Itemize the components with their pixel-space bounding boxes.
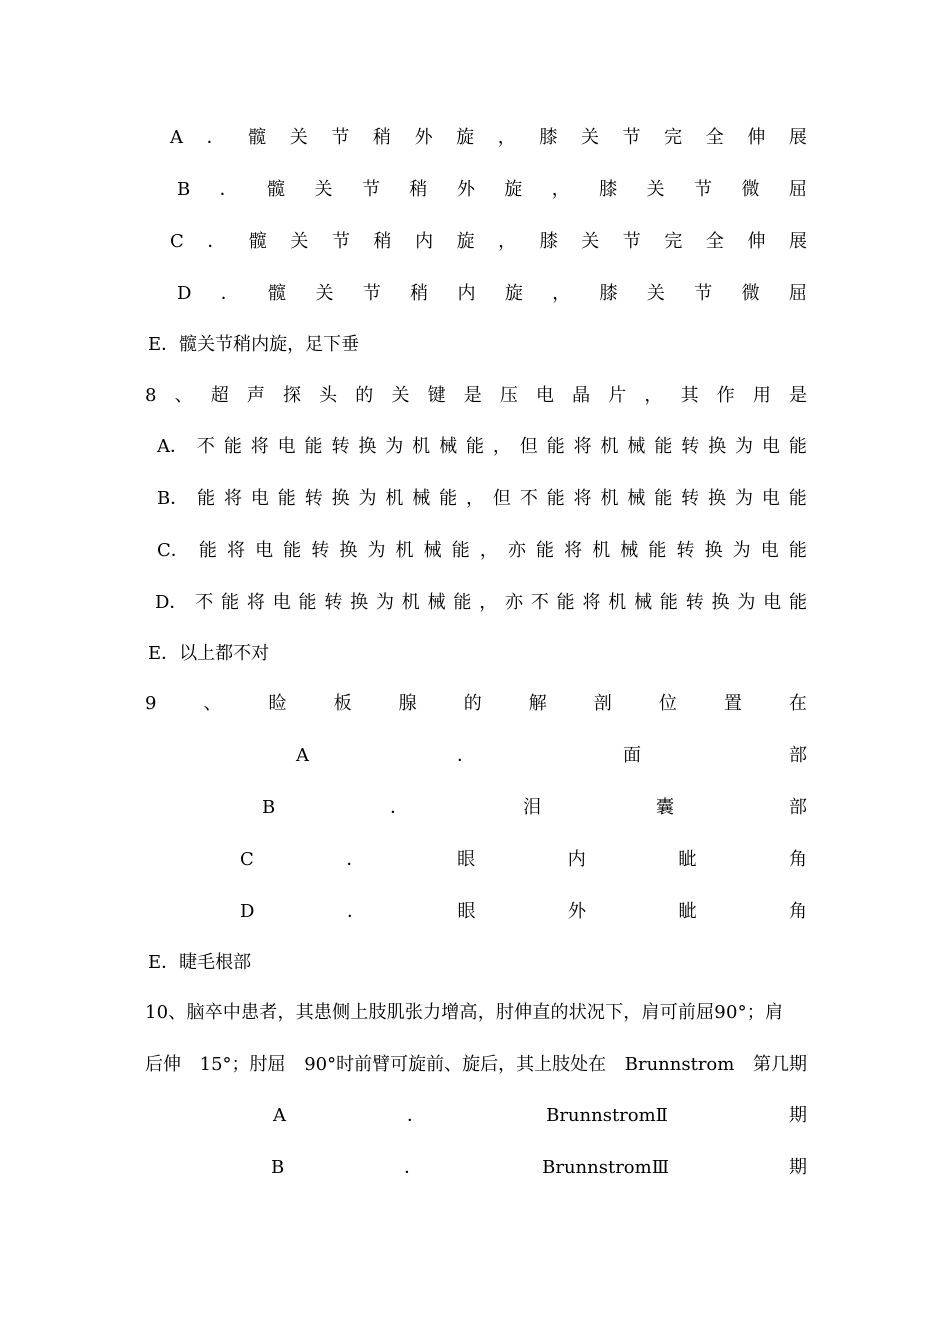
text-token: 剖 [593, 693, 612, 714]
text-token: 外 [456, 179, 475, 200]
text-token: 稍 [410, 283, 429, 304]
text-token: 超 [210, 385, 229, 406]
text-token: 电 [761, 488, 780, 509]
text-token: 节 [694, 283, 713, 304]
text-token: 将 [250, 436, 269, 457]
text-token: C． [157, 540, 189, 561]
text-token: 亦 [507, 540, 526, 561]
q9-option-d [240, 897, 807, 927]
text-token: 但 [519, 436, 538, 457]
text-token: D． [155, 592, 188, 613]
text-token: 膝 [599, 179, 618, 200]
text-token: ． [407, 1105, 426, 1126]
text-token: 机 [401, 592, 420, 613]
text-token: 关 [314, 179, 333, 200]
text-token: A． [157, 436, 188, 457]
text-token: 键 [427, 385, 446, 406]
text-token: 眦 [678, 849, 697, 870]
text-token: 置 [723, 693, 742, 714]
text-token: 械 [439, 436, 458, 457]
text-token: 片 [608, 385, 627, 406]
text-token: 头 [319, 385, 338, 406]
text-token: 屈 [788, 179, 807, 200]
text-token: 转 [685, 592, 704, 613]
text-token: 关 [646, 179, 665, 200]
text-token: 板 [333, 693, 352, 714]
text-token: ． [219, 179, 238, 200]
text-token: 用 [752, 385, 771, 406]
text-token: ， [492, 436, 511, 457]
text-token: 髋 [248, 127, 267, 148]
text-token: 电 [536, 385, 554, 406]
text-token: ， [466, 488, 485, 509]
q9-stem [145, 689, 807, 719]
text-token: 眼 [457, 901, 476, 922]
text-token: 换 [704, 540, 723, 561]
text-token: 在 [788, 693, 807, 714]
text-token: 能 [277, 488, 296, 509]
text-token: 能 [788, 592, 807, 613]
text-token: 能 [556, 592, 575, 613]
text-token: 关 [646, 283, 665, 304]
text-token: 为 [735, 436, 754, 457]
text-token: 90°时前臂可旋前、旋后，其上肢处在 [304, 1054, 607, 1075]
text-token: 为 [358, 488, 377, 509]
text-token: BrunnstromⅢ [542, 1157, 670, 1178]
text-token: 屈 [788, 283, 807, 304]
text-token: 转 [681, 436, 700, 457]
q10-option-a [273, 1101, 807, 1131]
text-token: 全 [705, 127, 724, 148]
text-token: 为 [385, 436, 404, 457]
text-token: 微 [741, 283, 760, 304]
text-token: ． [206, 127, 225, 148]
text-token: 其 [680, 385, 699, 406]
text-token: 伸 [747, 127, 766, 148]
text-token: 泪 [523, 797, 542, 818]
text-token: ， [479, 540, 498, 561]
text-token: 但 [492, 488, 511, 509]
text-token: ， [551, 179, 570, 200]
text-token: 8 [145, 385, 157, 406]
text-token: 能 [788, 436, 807, 457]
text-token: 节 [331, 231, 350, 252]
text-token: 能 [788, 540, 807, 561]
text-token: ． [346, 849, 365, 870]
text-token: 电 [255, 540, 274, 561]
text-token: 是 [463, 385, 482, 406]
text-token: B [262, 797, 276, 818]
q10-option-b [271, 1153, 807, 1183]
text-token: 能 [659, 592, 678, 613]
text-token: 角 [788, 901, 807, 922]
text-token: 位 [658, 693, 677, 714]
text-token: 关 [580, 127, 599, 148]
text-token: 微 [741, 179, 760, 200]
text-token: 旋 [504, 283, 523, 304]
text-token: 、 [203, 693, 222, 714]
text-token: 械 [412, 488, 431, 509]
text-token: 面 [623, 745, 641, 766]
text-token: 节 [362, 283, 381, 304]
text-token: 解 [528, 693, 547, 714]
q7-option-d [177, 279, 807, 309]
text-token: 换 [350, 592, 369, 613]
text-token: 膝 [599, 283, 618, 304]
text-token: 节 [622, 127, 641, 148]
text-token: 伸 [747, 231, 766, 252]
q7-option-e: E．髋关节稍内旋，足下垂 [148, 334, 360, 355]
text-token: 电 [760, 540, 779, 561]
text-token: 内 [415, 231, 434, 252]
text-token: 内 [457, 283, 476, 304]
text-token: 换 [331, 488, 350, 509]
text-token: 电 [277, 436, 296, 457]
text-token: 能 [198, 540, 217, 561]
text-token: 能 [298, 592, 317, 613]
q9-option-e: E．睫毛根部 [148, 952, 252, 973]
text-token: B [271, 1157, 285, 1178]
text-token: 为 [732, 540, 751, 561]
text-token: 关 [391, 385, 410, 406]
text-token: 能 [304, 436, 323, 457]
text-token: 第几期 [752, 1054, 807, 1075]
text-token: 换 [708, 436, 727, 457]
text-token: 电 [763, 592, 782, 613]
text-token: 节 [361, 179, 380, 200]
text-token: 将 [573, 436, 592, 457]
text-token: ． [390, 797, 409, 818]
text-token: 后伸 [145, 1054, 181, 1075]
text-token: 能 [453, 592, 472, 613]
text-token: 将 [226, 540, 245, 561]
text-token: 亦 [505, 592, 523, 613]
text-token: 为 [367, 540, 386, 561]
text-token: C [240, 849, 254, 870]
text-token: 将 [224, 488, 243, 509]
text-token: 能 [788, 488, 807, 509]
text-token: 械 [620, 540, 639, 561]
q10-stem-line2 [145, 1050, 807, 1080]
text-token: 探 [283, 385, 302, 406]
text-token: 关 [315, 283, 334, 304]
text-token: 声 [246, 385, 265, 406]
text-token: 髋 [268, 283, 287, 304]
q8-option-a [157, 432, 807, 462]
text-token: 机 [608, 592, 627, 613]
text-token: 期 [789, 1157, 807, 1178]
text-token: 部 [788, 797, 807, 818]
text-token: 内 [567, 849, 586, 870]
text-token: 关 [290, 231, 309, 252]
text-token: 展 [788, 127, 807, 148]
q8-option-d [155, 588, 807, 618]
q8-option-c [157, 536, 807, 566]
text-token: 电 [250, 488, 269, 509]
text-token: 机 [395, 540, 414, 561]
text-token: 械 [627, 488, 646, 509]
q10-stem-line1: 10、脑卒中患者，其患侧上肢肌张力增高，肘伸直的状况下，肩可前屈90°；肩 [145, 1002, 784, 1023]
text-token: D [240, 901, 255, 922]
text-token: 能 [536, 540, 554, 561]
q8-option-b [157, 484, 807, 514]
text-token: 将 [582, 592, 601, 613]
q7-option-a [170, 123, 807, 153]
text-token: 节 [622, 231, 641, 252]
text-token: 机 [385, 488, 404, 509]
text-token: A [170, 127, 183, 148]
text-token: 膝 [539, 127, 558, 148]
text-token: 机 [592, 540, 611, 561]
q7-option-c [170, 227, 807, 257]
text-token: BrunnstromⅡ [546, 1105, 668, 1126]
text-token: 稍 [372, 127, 391, 148]
text-token: ． [207, 231, 226, 252]
text-token: 髋 [248, 231, 267, 252]
text-token: 械 [627, 436, 646, 457]
text-token: 外 [567, 901, 586, 922]
text-token: ． [457, 745, 475, 766]
text-token: 膝 [539, 231, 558, 252]
text-token: 是 [788, 385, 807, 406]
text-token: 能 [546, 488, 565, 509]
text-token: C [170, 231, 184, 252]
q8-option-e: E．以上都不对 [148, 643, 270, 664]
text-token: 压 [499, 385, 518, 406]
text-token: 角 [788, 849, 807, 870]
text-token: 期 [788, 1105, 807, 1126]
text-token: 能 [439, 488, 458, 509]
text-token: 转 [304, 488, 323, 509]
text-token: A [296, 745, 309, 766]
text-token: ， [479, 592, 498, 613]
text-token: 能 [654, 488, 673, 509]
text-token: 9 [145, 693, 157, 714]
text-token: A [273, 1105, 286, 1126]
text-token: 转 [324, 592, 343, 613]
text-token: ， [498, 231, 517, 252]
text-token: 全 [705, 231, 724, 252]
text-token: 关 [289, 127, 308, 148]
text-token: 机 [600, 436, 619, 457]
text-token: ， [644, 385, 663, 406]
q7-option-b [177, 175, 807, 205]
text-token: 为 [737, 592, 756, 613]
text-token: 囊 [656, 797, 675, 818]
text-token: 机 [600, 488, 619, 509]
text-token: 旋 [456, 231, 475, 252]
text-token: B [177, 179, 191, 200]
text-token: 旋 [504, 179, 523, 200]
text-token: 能 [648, 540, 667, 561]
text-token: 将 [573, 488, 592, 509]
text-token: ． [404, 1157, 423, 1178]
text-token: 、 [174, 385, 193, 406]
text-token: 稍 [373, 231, 392, 252]
text-token: Brunnstrom [624, 1054, 735, 1075]
text-token: ， [497, 127, 516, 148]
text-token: 换 [708, 488, 727, 509]
text-token: 能 [197, 488, 216, 509]
text-token: 稍 [409, 179, 428, 200]
text-token: 能 [283, 540, 302, 561]
text-token: 为 [375, 592, 394, 613]
text-token: D [177, 283, 192, 304]
text-token: 节 [331, 127, 350, 148]
q9-option-c [240, 845, 807, 875]
text-token: 能 [546, 436, 565, 457]
text-token: 眦 [678, 901, 697, 922]
text-token: ， [552, 283, 571, 304]
text-token: ． [346, 901, 365, 922]
text-token: 转 [311, 540, 330, 561]
text-token: 将 [564, 540, 583, 561]
text-token: 眼 [457, 849, 476, 870]
q9-option-b [262, 793, 807, 823]
text-token: 15°；肘屈 [199, 1054, 286, 1075]
text-token: 完 [664, 231, 683, 252]
text-token: 作 [716, 385, 735, 406]
text-token: ． [220, 283, 239, 304]
text-token: 能 [654, 436, 673, 457]
text-token: 转 [681, 488, 700, 509]
text-token: B． [157, 488, 189, 509]
text-token: 关 [581, 231, 600, 252]
text-token: 不 [195, 592, 214, 613]
text-token: 部 [789, 745, 807, 766]
text-token: 能 [465, 436, 484, 457]
text-token: 旋 [456, 127, 475, 148]
text-token: 腺 [398, 693, 417, 714]
text-token: 械 [634, 592, 653, 613]
text-token: 转 [676, 540, 695, 561]
text-token: 的 [355, 385, 374, 406]
text-token: 将 [246, 592, 265, 613]
text-token: 的 [463, 693, 482, 714]
text-token: 能 [451, 540, 470, 561]
text-token: 转 [331, 436, 350, 457]
text-token: 械 [423, 540, 442, 561]
text-token: 外 [414, 127, 433, 148]
text-token: 为 [734, 488, 753, 509]
q8-stem [145, 381, 807, 411]
text-token: 换 [711, 592, 730, 613]
text-token: 髋 [267, 179, 286, 200]
text-token: 不 [519, 488, 538, 509]
text-token: 械 [427, 592, 446, 613]
text-token: 机 [412, 436, 431, 457]
q9-option-a [296, 741, 807, 771]
text-token: 睑 [268, 693, 287, 714]
text-token: 节 [694, 179, 713, 200]
text-token: 电 [761, 436, 780, 457]
text-token: 电 [272, 592, 291, 613]
text-token: 能 [223, 436, 242, 457]
text-token: 换 [358, 436, 377, 457]
text-token: 换 [339, 540, 358, 561]
text-token: 能 [221, 592, 240, 613]
text-token: 展 [788, 231, 807, 252]
text-token: 晶 [572, 385, 591, 406]
text-token: 完 [664, 127, 683, 148]
text-token: 不 [530, 592, 549, 613]
text-token: 不 [196, 436, 215, 457]
